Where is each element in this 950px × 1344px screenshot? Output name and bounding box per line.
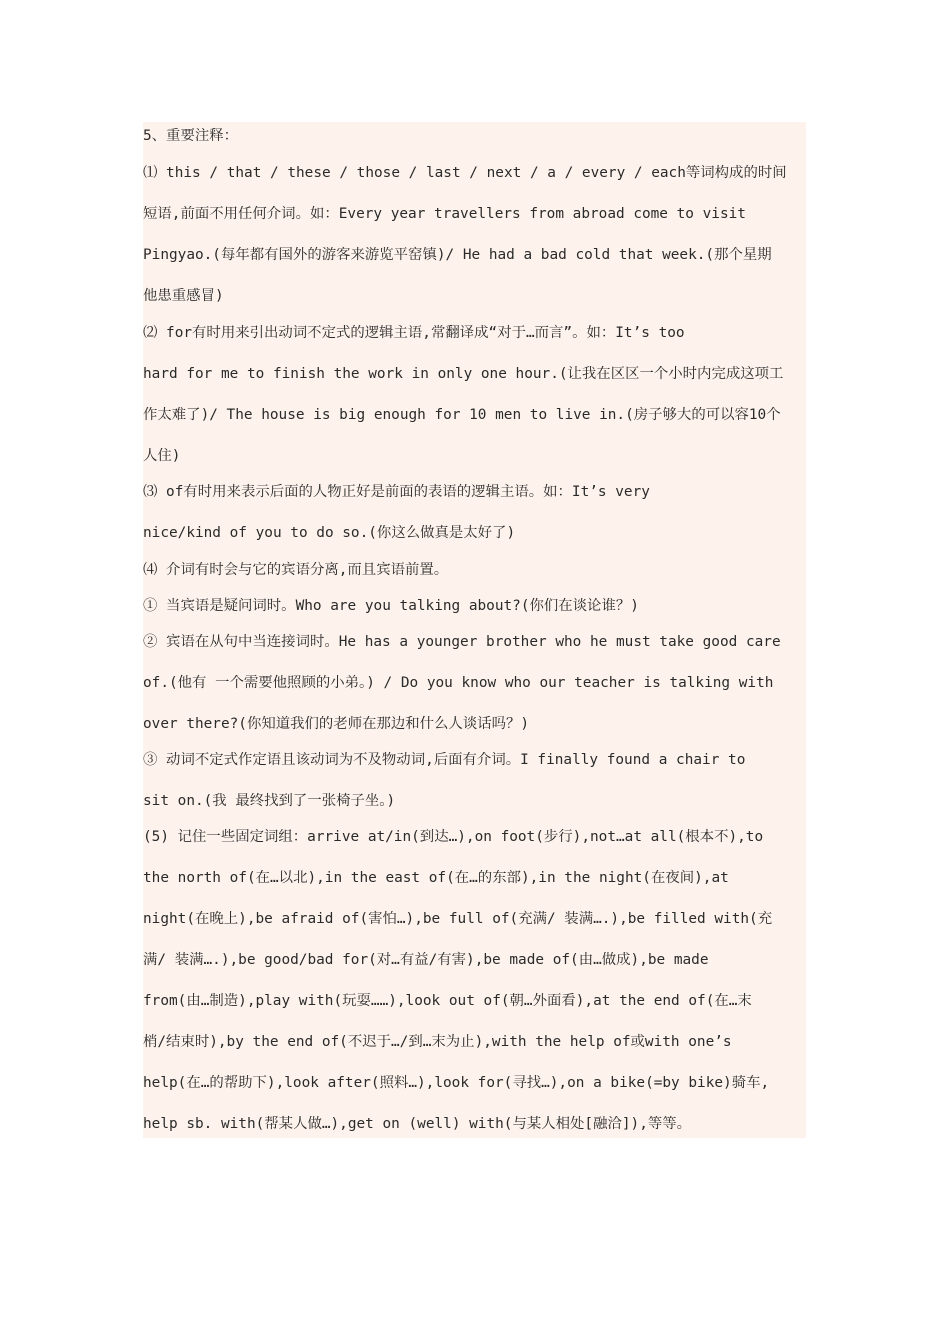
note-5-line-1: (5) 记住一些固定词组：arrive at/in(到达…),on foot(步行),not…at all(根本不),to: [143, 829, 764, 845]
note-4-item-2-line-3: over there?(你知道我们的老师在那边和什么人谈话吗？): [143, 716, 530, 732]
note-5-line-6: 梢/结束时),by the end of(不迟于…/到…末为止),with the help of或with one’s: [143, 1034, 732, 1050]
note-3-line-1: ⑶ of有时用来表示后面的人物正好是前面的表语的逻辑主语。如：It’s very: [143, 484, 650, 500]
note-5-line-7: help(在…的帮助下),look after(照料…),look for(寻找…),on a bike(=by bike)骑车,: [143, 1075, 770, 1091]
note-5-line-2: the north of(在…以北),in the east of(在…的东部),in the night(在夜间),at: [143, 870, 729, 886]
section-heading: 5、重要注释：: [143, 128, 239, 144]
note-4-item-3-line-2: sit on.(我 最终找到了一张椅子坐。): [143, 793, 396, 809]
note-5-line-4: 满/ 装满….),be good/bad for(对…有益/有害),be made of(由…做成),be made: [143, 952, 709, 968]
note-4-item-3-line-1: ③ 动词不定式作定语且该动词为不及物动词,后面有介词。I finally found a chair to: [143, 752, 746, 768]
note-5-line-5: from(由…制造),play with(玩耍……),look out of(朝…外面看),at the end of(在…末: [143, 993, 752, 1009]
note-1-line-3: Pingyao.(每年都有国外的游客来游览平窑镇)/ He had a bad cold that week.(那个星期: [143, 247, 772, 263]
note-2-line-4: 人住): [143, 448, 181, 464]
notes-section: [143, 122, 806, 1138]
note-2-line-3: 作太难了)/ The house is big enough for 10 men to live in.(房子够大的可以容10个: [143, 407, 781, 423]
note-3-line-2: nice/kind of you to do so.(你这么做真是太好了): [143, 525, 516, 541]
note-5-line-3: night(在晚上),be afraid of(害怕…),be full of(充满/ 装满….),be filled with(充: [143, 911, 773, 927]
note-1-line-2: 短语,前面不用任何介词。如：Every year travellers from abroad come to visit: [143, 206, 746, 222]
note-1-line-4: 他患重感冒): [143, 288, 224, 304]
note-5-line-8: help sb. with(帮某人做…),get on (well) with(与某人相处[融洽]),等等。: [143, 1116, 692, 1132]
note-4-line-1: ⑷ 介词有时会与它的宾语分离,而且宾语前置。: [143, 562, 449, 578]
note-2-line-1: ⑵ for有时用来引出动词不定式的逻辑主语,常翻译成“对于…而言”。如：It’s too: [143, 325, 685, 341]
note-4-item-1: ① 当宾语是疑问词时。Who are you talking about?(你们在谈论谁？): [143, 598, 639, 614]
note-4-item-2-line-1: ② 宾语在从句中当连接词时。He has a younger brother who he must take good care: [143, 634, 781, 650]
note-2-line-2: hard for me to finish the work in only one hour.(让我在区区一个小时内完成这项工: [143, 366, 784, 382]
note-1-line-1: ⑴ this / that / these / those / last / next / a / every / each等词构成的时间: [143, 165, 787, 181]
note-4-item-2-line-2: of.(他有 一个需要他照顾的小弟。) / Do you know who our teacher is talking with: [143, 675, 774, 691]
